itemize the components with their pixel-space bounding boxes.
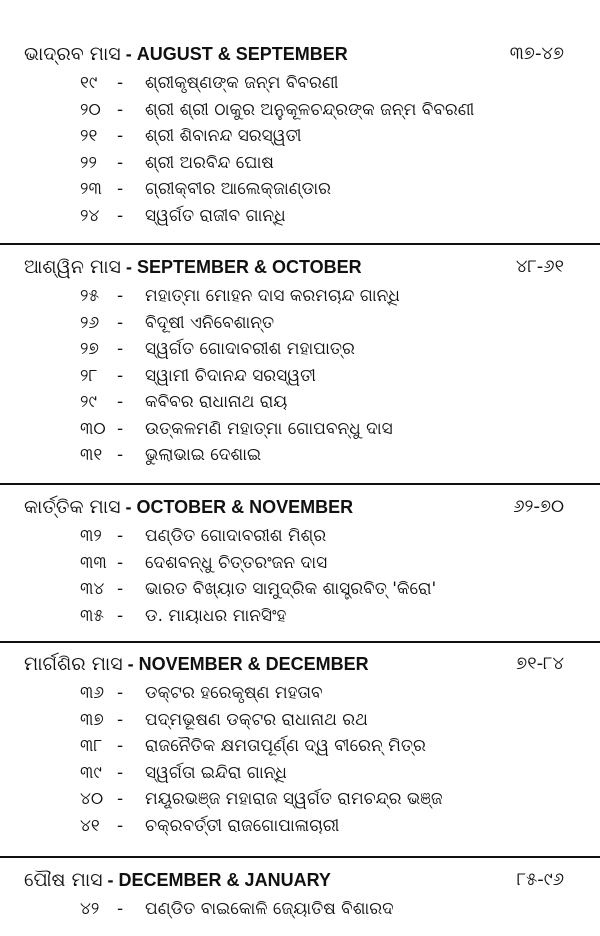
entry-number: ୨୪ — [80, 205, 100, 226]
month-name-odia: ପୌଷ ମାସ — [24, 869, 103, 891]
entry-dash: - — [117, 736, 124, 756]
entry-number: ୩୬ — [80, 683, 105, 703]
toc-entry — [0, 733, 600, 760]
entry-list — [0, 70, 600, 229]
entry-dash: - — [117, 312, 124, 333]
entry-title: ଉତ୍କଳମଣି ମହାତ୍ମା ଗୋପବନ୍ଧୁ ଦାସ — [145, 418, 393, 439]
entry-title: ଶ୍ରୀ ଶ୍ରୀ ଠାକୁର ଅନୁକୂଳଚନ୍ଦ୍ରଙ୍କ ଜନ୍ମ ବିବରଣୀ — [145, 99, 475, 120]
entry-dash: - — [117, 126, 124, 146]
page-range: ୮୫-୯୬ — [516, 869, 564, 890]
toc-entry — [0, 389, 600, 416]
page-range: ୪୮-୬୧ — [515, 256, 564, 277]
month-section — [0, 40, 600, 229]
entry-title: ରାଜନୈତିକ କ୍ଷମତାପୂର୍ଣ୍ଣ ଦ୍ୱ ବୀରେନ୍ ମିତ୍ର — [145, 736, 426, 756]
entry-dash: - — [117, 179, 124, 199]
toc-entry — [0, 70, 600, 97]
page-range: ୩୭-୪୭ — [509, 43, 564, 64]
entry-dash: - — [117, 445, 124, 465]
month-separator: - — [120, 497, 137, 517]
entry-title: ଡ. ମାୟାଧର ମାନସିଂହ — [145, 605, 287, 626]
toc-entry — [0, 603, 600, 630]
toc-entry — [0, 550, 600, 577]
month-section — [0, 493, 600, 629]
entry-title: ସ୍ୱାମୀ ଚିଦାନନ୍ଦ ସରସ୍ୱତୀ — [145, 365, 316, 386]
entry-dash: - — [117, 73, 124, 93]
entry-dash: - — [117, 205, 124, 226]
section-divider — [0, 856, 600, 858]
month-name-odia: ଆଶ୍ୱିନ ମାସ — [24, 256, 121, 278]
month-section — [0, 253, 600, 469]
month-section — [0, 650, 600, 839]
section-heading — [0, 493, 600, 523]
toc-entry — [0, 363, 600, 390]
entry-title: ସ୍ୱର୍ଗତା ଇନ୍ଦିରା ଗାନ୍ଧି — [145, 762, 287, 783]
month-separator: - — [102, 870, 119, 890]
month-name-odia: ଭାଦ୍ରବ ମାସ — [24, 43, 121, 65]
entry-dash: - — [117, 789, 124, 809]
toc-entry — [0, 896, 600, 923]
month-separator: - — [122, 654, 139, 674]
entry-number: ୨୦ — [80, 99, 101, 120]
toc-entry — [0, 707, 600, 734]
entry-dash: - — [117, 286, 124, 306]
entry-number: ୨୩ — [80, 179, 102, 199]
toc-entry — [0, 176, 600, 203]
entry-list — [0, 523, 600, 629]
entry-number: ୩୭ — [80, 709, 104, 730]
entry-title: ମହାତ୍ମା ମୋହନ ଦାସ କରମଚାନ୍ଦ ଗାନ୍ଧି — [145, 286, 400, 306]
entry-title: ପଣ୍ଡିତ ବାଇକୋଳି ଜ୍ୟୋତିଷ ବିଶାରଦ — [145, 899, 394, 919]
entry-dash: - — [117, 552, 124, 573]
section-heading — [0, 650, 600, 680]
entry-dash: - — [117, 762, 124, 783]
entry-number: ୩୫ — [80, 605, 104, 626]
toc-entry — [0, 336, 600, 363]
entry-title: ଡକ୍ଟର ହରେକୃଷ୍ଣ ମହତାବ — [145, 683, 323, 703]
entry-number: ୨୧ — [80, 126, 98, 146]
month-title — [24, 650, 369, 678]
entry-list — [0, 680, 600, 839]
entry-list — [0, 896, 600, 923]
toc-entry — [0, 150, 600, 177]
entry-title: ପଦ୍ମଭୂଷଣ ଡକ୍ଟର ରାଧାନାଥ ରଥ — [145, 709, 368, 730]
entry-title: ମୟୂରଭଞ୍ଜ ମହାରାଜ ସ୍ୱର୍ଗତ ରାମଚନ୍ଦ୍ର ଭଞ୍ଜ — [145, 789, 443, 809]
entry-title: କବିବର ରାଧାନାଥ ରାୟ — [145, 392, 288, 412]
entry-title: ଶ୍ରୀ ଅରବିନ୍ଦ ଘୋଷ — [145, 152, 274, 173]
entry-dash: - — [117, 152, 124, 173]
toc-entry — [0, 523, 600, 550]
entry-title: ଚକ୍ରବର୍ତ୍ତୀ ରାଜଗୋପାଳାଚାରୀ — [145, 815, 340, 836]
toc-entry — [0, 442, 600, 469]
toc-entry — [0, 283, 600, 310]
entry-dash: - — [117, 339, 124, 359]
month-separator: - — [120, 257, 137, 277]
entry-dash: - — [117, 418, 124, 439]
entry-dash: - — [117, 579, 124, 599]
entry-dash: - — [117, 365, 124, 386]
month-section — [0, 866, 600, 923]
entry-number: ୩୧ — [80, 445, 103, 465]
month-name-english: SEPTEMBER & OCTOBER — [136, 257, 362, 277]
entry-number: ୧୯ — [80, 73, 98, 93]
section-divider — [0, 243, 600, 245]
entry-dash: - — [117, 526, 124, 546]
entry-number: ୩୮ — [80, 736, 103, 756]
entry-dash: - — [117, 709, 124, 730]
month-title — [24, 253, 362, 281]
entry-dash: - — [117, 99, 124, 120]
entry-number: ୨୭ — [80, 339, 99, 359]
entry-number: ୩୦ — [80, 418, 106, 439]
entry-number: ୨୮ — [80, 365, 98, 386]
month-separator: - — [120, 44, 137, 64]
entry-title: ପଣ୍ଡିତ ଗୋଦାବରୀଶ ମିଶ୍ର — [145, 526, 327, 546]
month-title — [24, 866, 331, 894]
month-name-english: OCTOBER & NOVEMBER — [136, 497, 354, 517]
entry-title: ବିଦୂଷୀ ଏନିବେଶାନ୍ତ — [145, 312, 275, 333]
entry-title: ଗ୍ରୀକ୍‌ବୀର ଆଲେକ୍‌ଜାଣ୍ଡାର — [145, 179, 331, 199]
month-title — [24, 493, 353, 521]
toc-entry — [0, 310, 600, 337]
entry-number: ୪୦ — [80, 789, 104, 809]
entry-title: ଦେଶବନ୍ଧୁ ଚିତ୍ତରଂଜନ ଦାସ — [145, 552, 328, 573]
entry-number: ୨୫ — [80, 286, 100, 306]
section-heading — [0, 866, 600, 896]
entry-title: ଶ୍ରୀକୃଷ୍ଣଙ୍କ ଜନ୍ମ ବିବରଣୀ — [145, 73, 339, 93]
toc-entry — [0, 203, 600, 230]
entry-title: ସ୍ୱର୍ଗତ ଗୋଦାବରୀଶ ମହାପାତ୍ର — [145, 339, 355, 359]
month-title — [24, 40, 348, 68]
toc-entry — [0, 123, 600, 150]
section-heading — [0, 40, 600, 70]
entry-title: ଭୁଲାଭାଇ ଦେଶାଇ — [145, 445, 262, 465]
entry-title: ସ୍ୱର୍ଗତ ରାଜୀବ ଗାନ୍ଧି — [145, 205, 286, 226]
month-name-odia: କାର୍ତ୍ତିକ ମାସ — [24, 496, 121, 518]
section-divider — [0, 483, 600, 485]
page-range: ୬୨-୭୦ — [513, 496, 564, 517]
month-name-odia: ମାର୍ଗଶିର ମାସ — [24, 653, 123, 675]
entry-dash: - — [117, 815, 124, 836]
entry-number: ୨୨ — [80, 152, 97, 173]
toc-entry — [0, 786, 600, 813]
month-name-english: DECEMBER & JANUARY — [118, 870, 331, 890]
toc-entry — [0, 576, 600, 603]
page-range: ୭୧-୮୪ — [516, 653, 564, 674]
toc-entry — [0, 760, 600, 787]
toc-entry — [0, 813, 600, 840]
month-name-english: NOVEMBER & DECEMBER — [138, 654, 369, 674]
month-name-english: AUGUST & SEPTEMBER — [136, 44, 348, 64]
entry-title: ଭାରତ ବିଖ୍ୟାତ ସାମୁଦ୍ରିକ ଶାସ୍ତ୍ରବିତ୍ 'କିରୋ' — [145, 579, 437, 599]
entry-number: ୩୪ — [80, 579, 105, 599]
entry-number: ୨୯ — [80, 392, 97, 412]
toc-entry — [0, 680, 600, 707]
entry-dash: - — [117, 683, 124, 703]
entry-dash: - — [117, 899, 124, 919]
entry-dash: - — [117, 605, 124, 626]
entry-number: ୨୬ — [80, 312, 100, 333]
entry-list — [0, 283, 600, 469]
entry-number: ୩୯ — [80, 762, 102, 783]
entry-number: ୪୨ — [80, 899, 100, 919]
entry-number: ୪୧ — [80, 815, 100, 836]
section-divider — [0, 641, 600, 643]
toc-entry — [0, 97, 600, 124]
entry-title: ଶ୍ରୀ ଶିବାନନ୍ଦ ସରସ୍ୱତୀ — [145, 126, 302, 146]
toc-entry — [0, 416, 600, 443]
entry-number: ୩୨ — [80, 526, 102, 546]
section-heading — [0, 253, 600, 283]
entry-number: ୩୩ — [80, 552, 107, 573]
entry-dash: - — [117, 392, 124, 412]
